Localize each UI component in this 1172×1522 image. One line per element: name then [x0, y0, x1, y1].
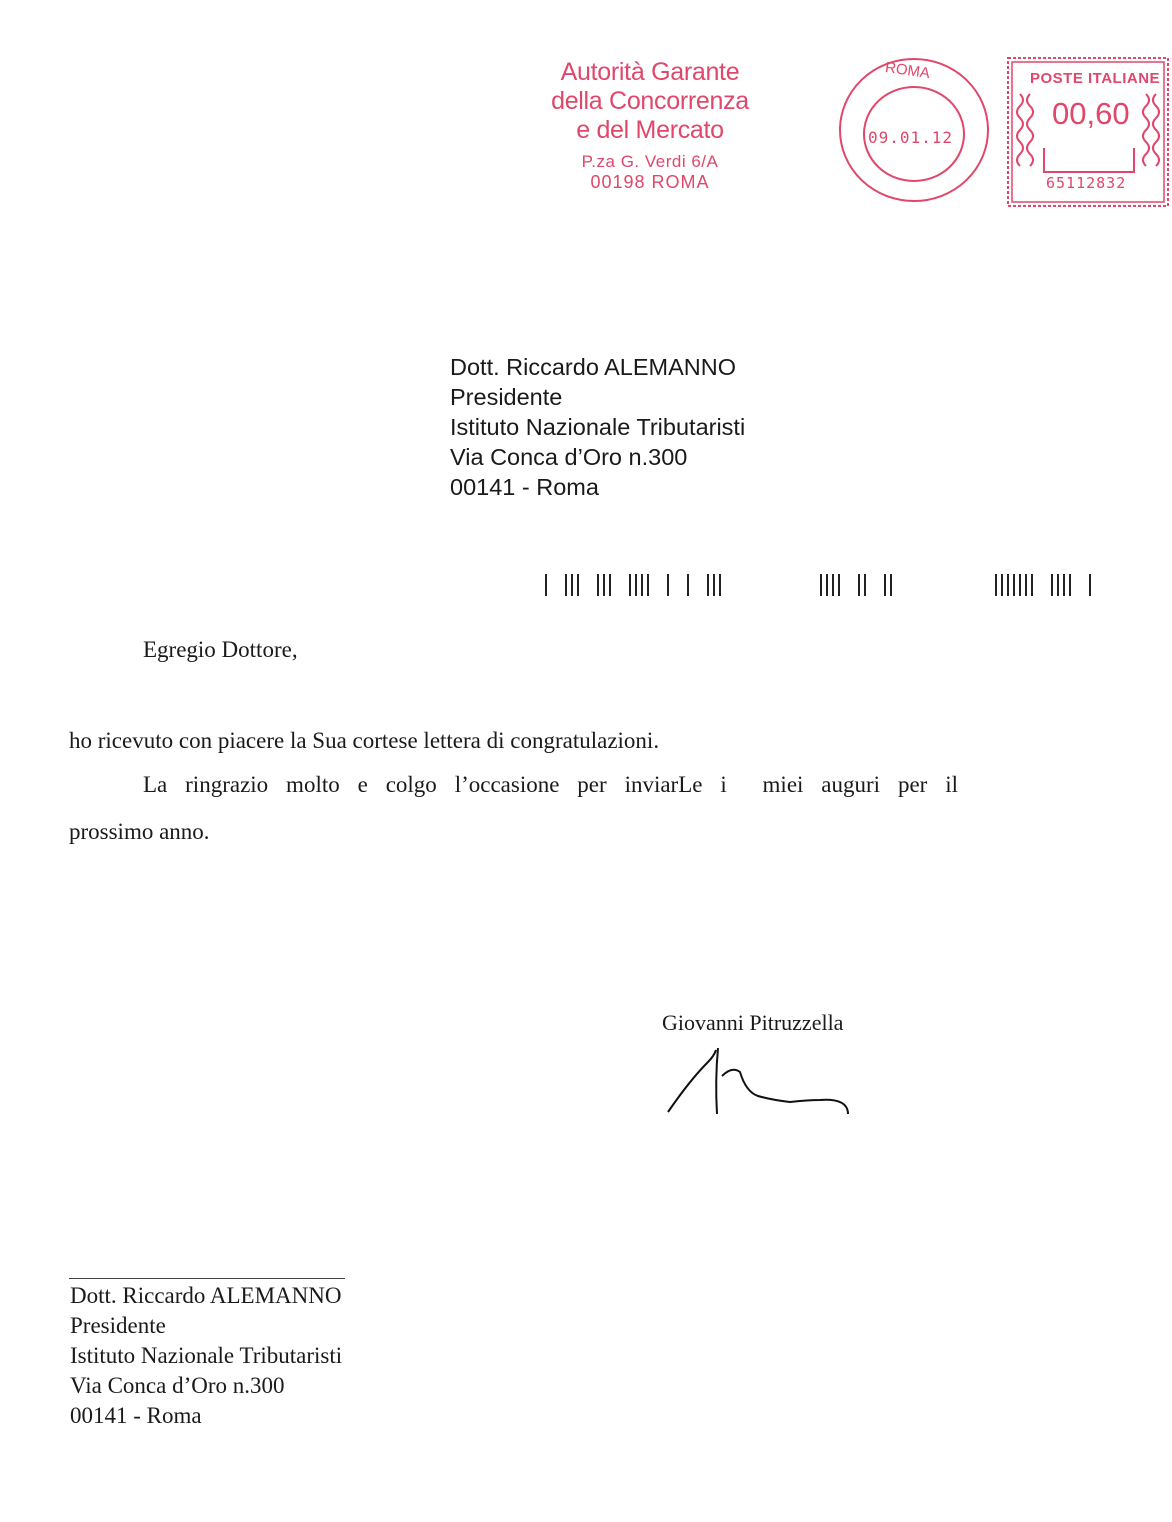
recipient-line-2: Presidente: [450, 384, 563, 410]
footer-line-4: Via Conca d’Oro n.300: [70, 1373, 285, 1398]
sender-block: [520, 58, 780, 193]
sender-address-line-2: 00198 ROMA: [590, 172, 710, 192]
postmark-date: 09.01.12: [868, 128, 954, 147]
meter-frame-icon: [1006, 56, 1170, 208]
signature-icon: [660, 1040, 860, 1120]
sender-address-line-1: P.za G. Verdi 6/A: [581, 152, 719, 171]
postal-barcode-group-3: [995, 572, 1095, 596]
recipient-line-5: 00141 - Roma: [450, 474, 599, 500]
footer-line-5: 00141 - Roma: [70, 1403, 202, 1428]
footer-line-1: Dott. Riccardo ALEMANNO: [70, 1283, 342, 1308]
footer-line-3: Istituto Nazionale Tributaristi: [70, 1343, 343, 1368]
paragraph-1: ho ricevuto con piacere la Sua cortese lettera di congratulazioni.: [69, 728, 660, 753]
paragraph-2-line-1: La ringrazio molto e colgo l’occasione per inviarLe i miei auguri per il: [143, 772, 958, 797]
postmark-city: ROMA: [884, 58, 931, 83]
footer-line-2: Presidente: [70, 1313, 166, 1338]
signatory-name: Giovanni Pitruzzella: [662, 1010, 844, 1035]
meter-carrier: POSTE ITALIANE: [1030, 70, 1161, 87]
sender-name-line-2: della Concorrenza: [551, 87, 749, 115]
meter-number: 65112832: [1046, 174, 1127, 192]
salutation: Egregio Dottore,: [143, 637, 298, 662]
sender-name-line-1: Autorità Garante: [560, 58, 740, 86]
postmark-icon: [838, 57, 990, 203]
meter-amount: 00,60: [1052, 96, 1130, 131]
postal-barcode-group-1: [545, 572, 725, 596]
sender-name-line-3: e del Mercato: [576, 116, 724, 144]
postal-barcode-group-2: [820, 572, 896, 596]
recipient-line-1: Dott. Riccardo ALEMANNO: [450, 354, 737, 380]
recipient-line-3: Istituto Nazionale Tributaristi: [450, 414, 746, 440]
recipient-address: [450, 352, 745, 502]
footer-rule: [69, 1278, 345, 1279]
footer-address: [70, 1281, 342, 1431]
paragraph-2-line-2: prossimo anno.: [69, 819, 210, 844]
recipient-line-4: Via Conca d’Oro n.300: [450, 444, 688, 470]
